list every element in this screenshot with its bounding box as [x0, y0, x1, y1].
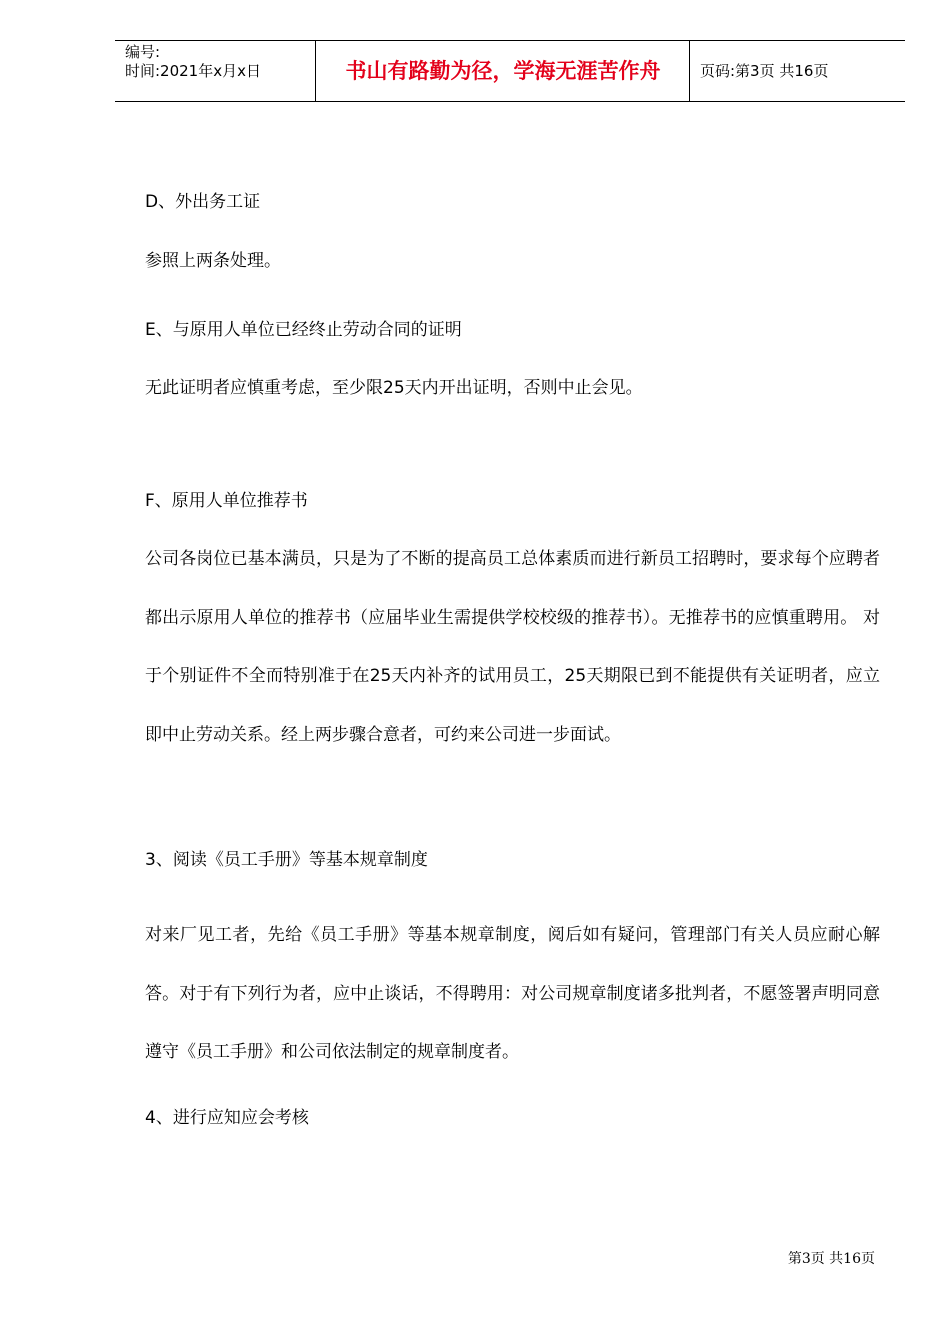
section-3-title: 3、阅读《员工手册》等基本规章制度	[145, 850, 428, 870]
page-footer-number: 第3页 共16页	[787, 1251, 875, 1267]
time-label: 时间:2021年x月x日	[125, 62, 261, 80]
header-page-info: 页码:第3页 共16页	[700, 62, 829, 80]
header-meta	[125, 43, 315, 81]
page-header	[115, 40, 905, 102]
section-d-text: 参照上两条处理。	[145, 251, 281, 271]
section-4-title: 4、进行应知应会考核	[145, 1108, 309, 1128]
section-f-title: F、原用人单位推荐书	[145, 491, 308, 511]
header-divider-left	[315, 41, 316, 101]
section-3-text: 对来厂见工者，先给《员工手册》等基本规章制度，阅后如有疑问，管理部门有关人员应耐心解答。对于有下列行为者，应中止谈话，不得聘用：对公司规章制度诸多批判者，不愿签署声明同意遵守《员工手册》和公司依法制定的规章制度者。	[145, 925, 880, 1062]
section-e-title: E、与原用人单位已经终止劳动合同的证明	[145, 320, 462, 340]
section-e-text: 无此证明者应慎重考虑，至少限25天内开出证明，否则中止会见。	[145, 378, 643, 398]
serial-label: 编号:	[125, 43, 161, 61]
header-divider-right	[689, 41, 690, 101]
section-f-text: 公司各岗位已基本满员，只是为了不断的提高员工总体素质而进行新员工招聘时，要求每个应聘者都出示原用人单位的推荐书（应届毕业生需提供学校校级的推荐书）。无推荐书的应慎重聘用。 对于个别证件不全而特别准于在25天内补齐的试用员工，25天期限已到不能提供有关证明者，应立即中止劳动关系。经上两步骤合意者，可约来公司进一步面试。	[145, 549, 880, 745]
section-d-title: D、外出务工证	[145, 192, 261, 212]
header-motto: 书山有路勤为径，学海无涯苦作舟	[345, 58, 661, 83]
